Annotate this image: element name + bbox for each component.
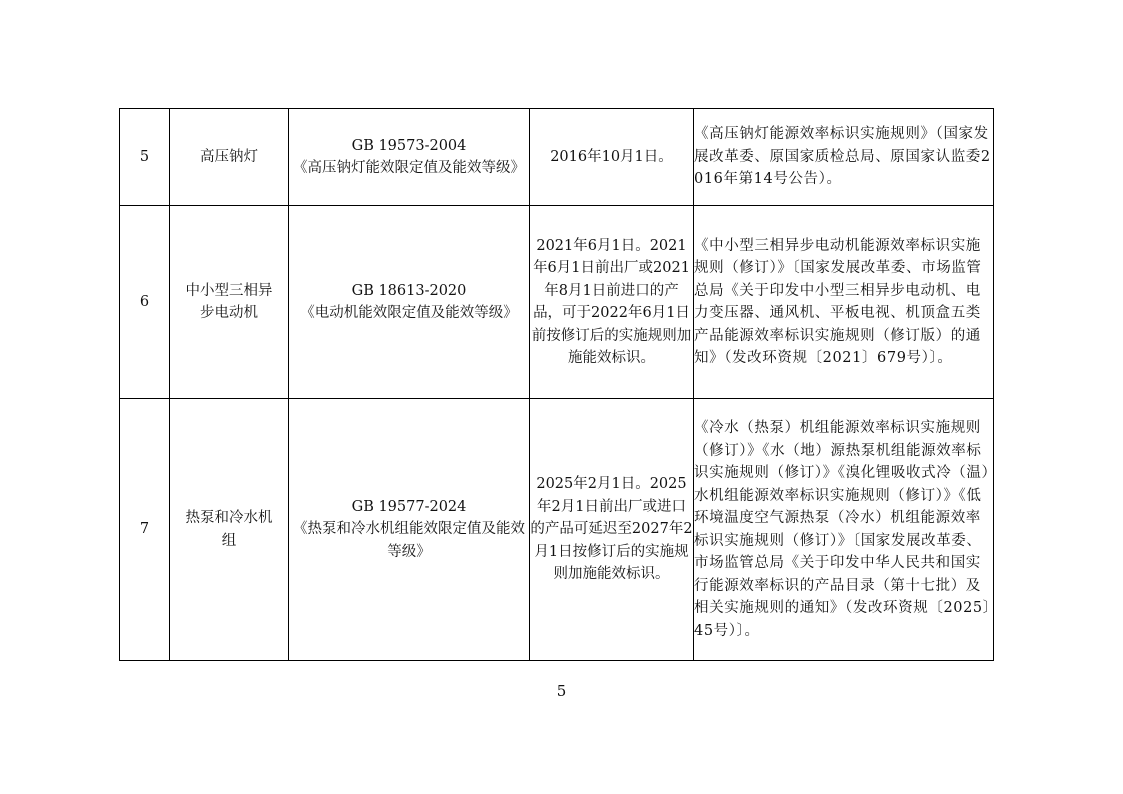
standard-code: GB 19573-2004: [351, 137, 467, 154]
row-number: 5: [120, 109, 170, 206]
standard-cell: [289, 206, 530, 399]
standard-title: 《高压钠灯能效限定值及能效等级》: [293, 160, 525, 176]
standard-title: 《热泵和冷水机组能效限定值及能效等级》: [293, 521, 525, 560]
product-name: 热泵和冷水机组: [170, 399, 289, 661]
standard-cell: [289, 109, 530, 206]
row-number: 6: [120, 206, 170, 399]
implementation-date: 2021年6月1日。2021年6月1日前出厂或2021年8月1日前进口的产品，可于2022年6月1日前按修订后的实施规则加施能效标识。: [530, 206, 694, 399]
page-number: 5: [556, 682, 567, 700]
standard-code: GB 19577-2024: [351, 498, 467, 515]
implementation-rule: 《中小型三相异步电动机能源效率标识实施规则（修订）》〔国家发展改革委、市场监管总局《关于印发中小型三相异步电动机、电力变压器、通风机、平板电视、机顶盒五类产品能源效率标识实施规则（修订版）的通知》（发改环资规〔2021〕679号）〕。: [694, 206, 994, 399]
standard-cell: [289, 399, 530, 661]
implementation-date: 2016年10月1日。: [530, 109, 694, 206]
implementation-rule: 《高压钠灯能源效率标识实施规则》（国家发展改革委、原国家质检总局、原国家认监委2016年第14号公告）。: [694, 109, 994, 206]
implementation-date: 2025年2月1日。2025年2月1日前出厂或进口的产品可延迟至2027年2月1日按修订后的实施规则加施能效标识。: [530, 399, 694, 661]
standard-title: 《电动机能效限定值及能效等级》: [300, 305, 518, 321]
table-row: [120, 399, 994, 661]
implementation-rule: 《冷水（热泵）机组能源效率标识实施规则（修订）》《水（地）源热泵机组能源效率标识实施规则（修订）》《溴化锂吸收式冷（温）水机组能源效率标识实施规则（修订）》《低环境温度空气源热泵（冷水）机组能源效率标识实施规则（修订）》〔国家发展改革委、市场监管总局《关于印发中华人民共和国实行能源效率标识的产品目录（第十七批）及相关实施规则的通知》（发改环资规〔2025〕45号）〕。: [694, 399, 994, 661]
table-row: [120, 206, 994, 399]
product-name: 高压钠灯: [170, 109, 289, 206]
energy-label-table: [119, 108, 994, 661]
product-name: 中小型三相异步电动机: [170, 206, 289, 399]
table-row: [120, 109, 994, 206]
standard-code: GB 18613-2020: [351, 282, 467, 299]
row-number: 7: [120, 399, 170, 661]
